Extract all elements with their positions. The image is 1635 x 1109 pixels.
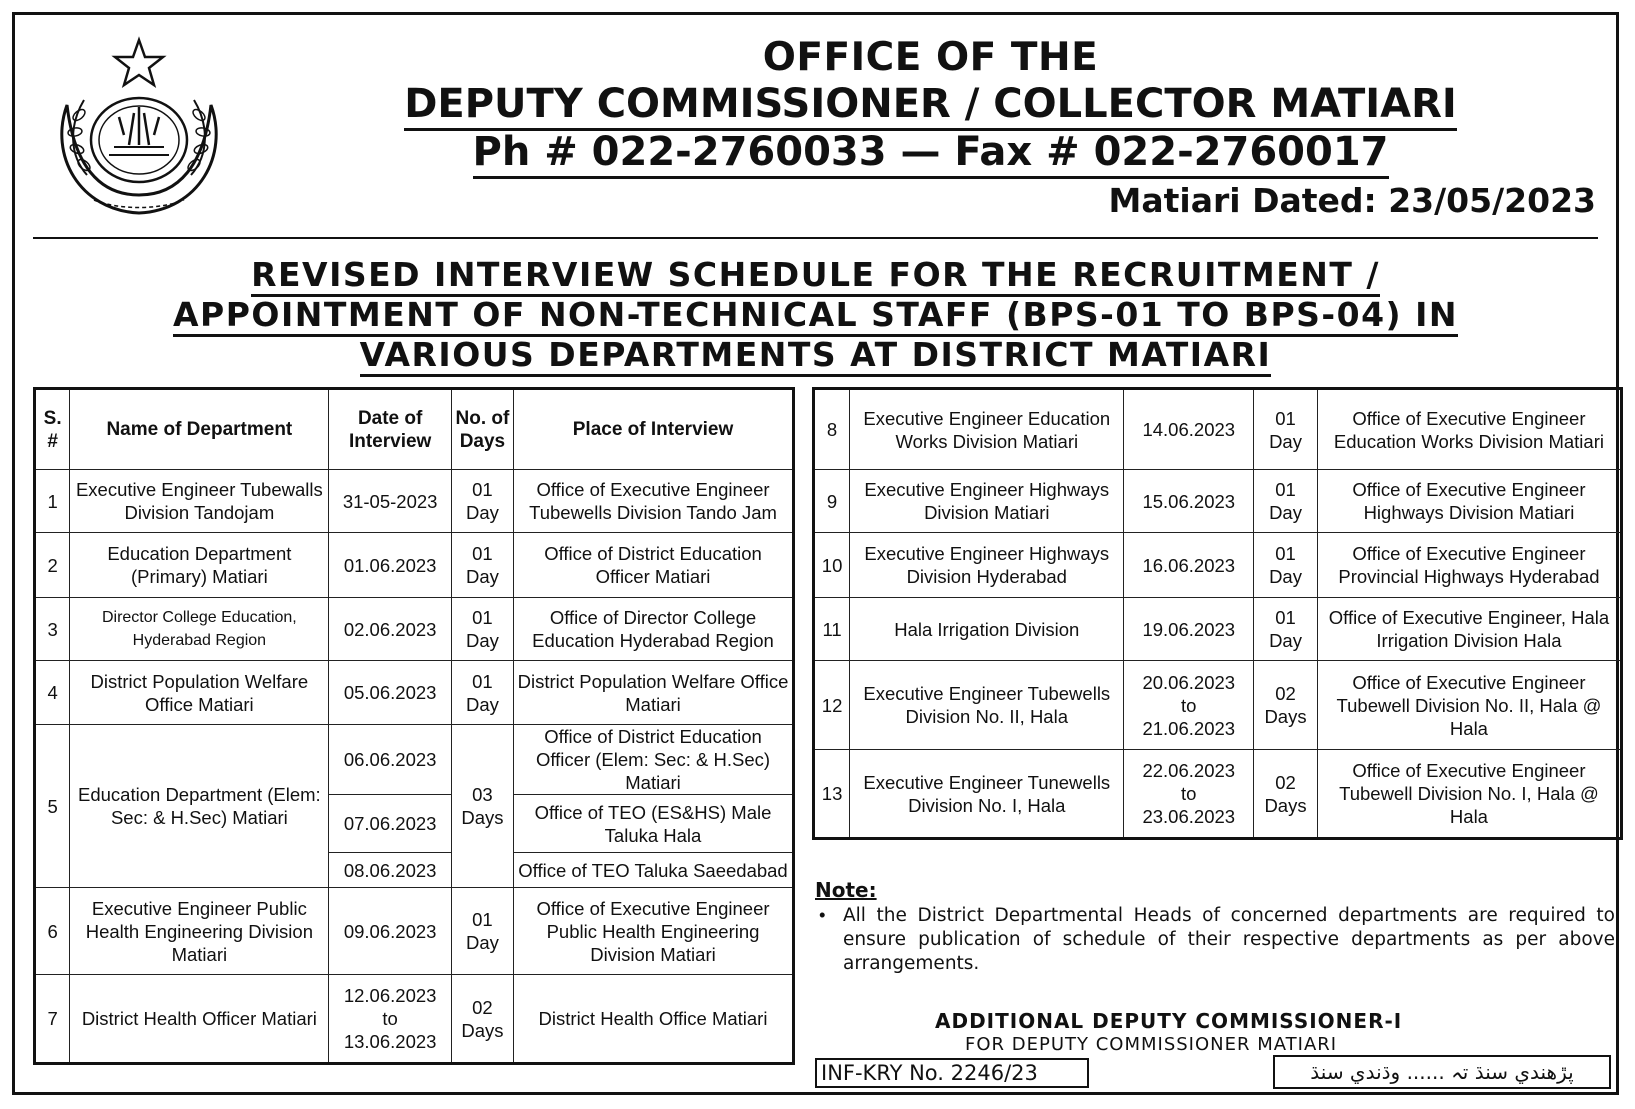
notice-page bbox=[12, 12, 1619, 1095]
cell-department: Executive Engineer Highways Division Hyderabad bbox=[850, 533, 1124, 598]
cell-department: Executive Engineer Public Health Engineering Division Matiari bbox=[70, 888, 329, 975]
date-to-word: to bbox=[1181, 783, 1197, 804]
cell-days: 01 Day bbox=[451, 888, 513, 975]
date-to-word: to bbox=[1181, 694, 1197, 716]
table-header-row bbox=[35, 389, 794, 470]
table-row bbox=[35, 533, 794, 598]
cell-sno: 13 bbox=[814, 750, 850, 839]
notice-date: Matiari Dated: 23/05/2023 bbox=[1108, 181, 1596, 220]
cell-department: District Population Welfare Office Matiari bbox=[70, 661, 329, 725]
header-divider bbox=[33, 237, 1598, 239]
signatory-title: ADDITIONAL DEPUTY COMMISSIONER-I bbox=[935, 1009, 1403, 1033]
cell-days: 01 Day bbox=[1254, 389, 1318, 470]
government-of-sindh-emblem-icon bbox=[39, 35, 239, 225]
date-to: 13.06.2023 bbox=[343, 1031, 437, 1052]
table-row bbox=[814, 470, 1622, 533]
cell-days: 02 Days bbox=[1254, 750, 1318, 839]
notice-title-line-2: APPOINTMENT OF NON-TECHNICAL STAFF (BPS-01 TO BPS-04) IN bbox=[35, 295, 1596, 335]
cell-department: Education Department (Elem: Sec: & H.Sec) Matiari bbox=[70, 725, 329, 888]
table-row bbox=[35, 470, 794, 533]
cell-sno: 5 bbox=[35, 725, 70, 888]
cell-sno: 3 bbox=[35, 598, 70, 661]
cell-department: Executive Engineer Highways Division Matiari bbox=[850, 470, 1124, 533]
cell-date: 09.06.2023 bbox=[329, 888, 451, 975]
cell-sno: 11 bbox=[814, 598, 850, 661]
note-text: All the District Departmental Heads of concerned departments are required to ensure publication of schedule of their respective departments as per above arrangements. bbox=[843, 905, 1615, 974]
note-bullet: • bbox=[819, 904, 826, 925]
cell-date: 05.06.2023 bbox=[329, 661, 451, 725]
date-to: 21.06.2023 bbox=[1142, 717, 1236, 739]
cell-department: Executive Engineer Tubewalls Division Tandojam bbox=[70, 470, 329, 533]
table-row bbox=[35, 975, 794, 1064]
cell-sno: 9 bbox=[814, 470, 850, 533]
cell-date: 02.06.2023 bbox=[329, 598, 451, 661]
schedule-table-right bbox=[812, 387, 1623, 840]
cell-sno: 2 bbox=[35, 533, 70, 598]
date-to: 23.06.2023 bbox=[1142, 806, 1236, 827]
cell-days: 01 Day bbox=[451, 470, 513, 533]
date-from: 20.06.2023 bbox=[1142, 671, 1236, 693]
cell-place: District Population Welfare Office Matiari bbox=[514, 661, 794, 725]
cell-place: Office of Executive Engineer Tubewells Division Tando Jam bbox=[514, 470, 794, 533]
cell-place: Office of Executive Engineer Education Works Division Matiari bbox=[1317, 389, 1621, 470]
table-row bbox=[814, 389, 1622, 470]
cell-date: 01.06.2023 bbox=[329, 533, 451, 598]
cell-department: Hala Irrigation Division bbox=[850, 598, 1124, 661]
cell-sno: 10 bbox=[814, 533, 850, 598]
cell-place: Office of Executive Engineer, Hala Irrigation Division Hala bbox=[1317, 598, 1621, 661]
cell-date: 16.06.2023 bbox=[1124, 533, 1254, 598]
table-row bbox=[814, 661, 1622, 750]
cell-days: 01 Day bbox=[1254, 598, 1318, 661]
cell-days: 02 Days bbox=[451, 975, 513, 1064]
cell-date: 08.06.2023 bbox=[329, 853, 451, 888]
cell-department: District Health Officer Matiari bbox=[70, 975, 329, 1064]
cell-date: 19.06.2023 bbox=[1124, 598, 1254, 661]
note-label: Note: bbox=[815, 878, 877, 902]
cell-days: 02 Days bbox=[1254, 661, 1318, 750]
office-name: DEPUTY COMMISSIONER / COLLECTOR MATIARI bbox=[265, 81, 1596, 127]
cell-department: Director College Education, Hyderabad Region bbox=[70, 598, 329, 661]
cell-date: 15.06.2023 bbox=[1124, 470, 1254, 533]
date-to-word: to bbox=[382, 1008, 398, 1029]
cell-department: Executive Engineer Tubewells Division No. II, Hala bbox=[850, 661, 1124, 750]
cell-date: 06.06.2023 bbox=[329, 725, 451, 795]
table-row bbox=[814, 750, 1622, 839]
cell-place: Office of TEO (ES&HS) Male Taluka Hala bbox=[514, 795, 794, 853]
cell-place: Office of Executive Engineer Public Health Engineering Division Matiari bbox=[514, 888, 794, 975]
header-place: Place of Interview bbox=[514, 389, 794, 470]
sindhi-slogan: پڙهندي سنڌ تہ ...... وڌندي سنڌ bbox=[1273, 1055, 1611, 1089]
cell-date: 14.06.2023 bbox=[1124, 389, 1254, 470]
cell-department: Executive Engineer Tunewells Division No. I, Hala bbox=[850, 750, 1124, 839]
date-from: 22.06.2023 bbox=[1142, 760, 1236, 781]
header-days: No. of Days bbox=[451, 389, 513, 470]
table-row bbox=[35, 725, 794, 795]
cell-place: Office of District Education Officer Matiari bbox=[514, 533, 794, 598]
header-sno: S. # bbox=[35, 389, 70, 470]
header-date: Date of Interview bbox=[329, 389, 451, 470]
notice-title-line-3: VARIOUS DEPARTMENTS AT DISTRICT MATIARI bbox=[35, 335, 1596, 375]
cell-days: 01 Day bbox=[451, 598, 513, 661]
cell-place: Office of Executive Engineer Provincial Highways Hyderabad bbox=[1317, 533, 1621, 598]
cell-sno: 8 bbox=[814, 389, 850, 470]
cell-sno: 4 bbox=[35, 661, 70, 725]
header-department: Name of Department bbox=[70, 389, 329, 470]
cell-department: Education Department (Primary) Matiari bbox=[70, 533, 329, 598]
cell-date bbox=[1124, 750, 1254, 839]
schedule-table-left bbox=[33, 387, 795, 1065]
cell-sno: 1 bbox=[35, 470, 70, 533]
inf-reference-number: INF-KRY No. 2246/23 bbox=[815, 1058, 1089, 1088]
date-from: 12.06.2023 bbox=[343, 985, 437, 1006]
table-row bbox=[35, 888, 794, 975]
cell-place: Office of Executive Engineer Highways Division Matiari bbox=[1317, 470, 1621, 533]
cell-sno: 12 bbox=[814, 661, 850, 750]
cell-place: District Health Office Matiari bbox=[514, 975, 794, 1064]
office-heading: OFFICE OF THE bbox=[762, 35, 1099, 80]
signatory-subtitle: FOR DEPUTY COMMISSIONER MATIARI bbox=[965, 1034, 1338, 1055]
cell-days: 01 Day bbox=[1254, 533, 1318, 598]
notice-title-line-1: REVISED INTERVIEW SCHEDULE FOR THE RECRUITMENT / bbox=[35, 255, 1596, 295]
cell-sno: 6 bbox=[35, 888, 70, 975]
cell-sno: 7 bbox=[35, 975, 70, 1064]
cell-days: 01 Day bbox=[1254, 470, 1318, 533]
cell-date bbox=[1124, 661, 1254, 750]
cell-days: 01 Day bbox=[451, 533, 513, 598]
cell-department: Executive Engineer Education Works Division Matiari bbox=[850, 389, 1124, 470]
table-row bbox=[814, 598, 1622, 661]
cell-place: Office of Executive Engineer Tubewell Division No. I, Hala @ Hala bbox=[1317, 750, 1621, 839]
cell-place: Office of TEO Taluka Saeedabad bbox=[514, 853, 794, 888]
table-row bbox=[35, 598, 794, 661]
cell-days: 01 Day bbox=[451, 661, 513, 725]
cell-date bbox=[329, 975, 451, 1064]
cell-date: 31-05-2023 bbox=[329, 470, 451, 533]
contact-numbers: Ph # 022-2760033 — Fax # 022-2760017 bbox=[265, 129, 1596, 175]
cell-place: Office of Director College Education Hyderabad Region bbox=[514, 598, 794, 661]
cell-place: Office of District Education Officer (Elem: Sec: & H.Sec) Matiari bbox=[514, 725, 794, 795]
table-row bbox=[814, 533, 1622, 598]
table-row bbox=[35, 661, 794, 725]
cell-place: Office of Executive Engineer Tubewell Division No. II, Hala @ Hala bbox=[1317, 661, 1621, 750]
cell-date: 07.06.2023 bbox=[329, 795, 451, 853]
cell-days: 03 Days bbox=[451, 725, 513, 888]
